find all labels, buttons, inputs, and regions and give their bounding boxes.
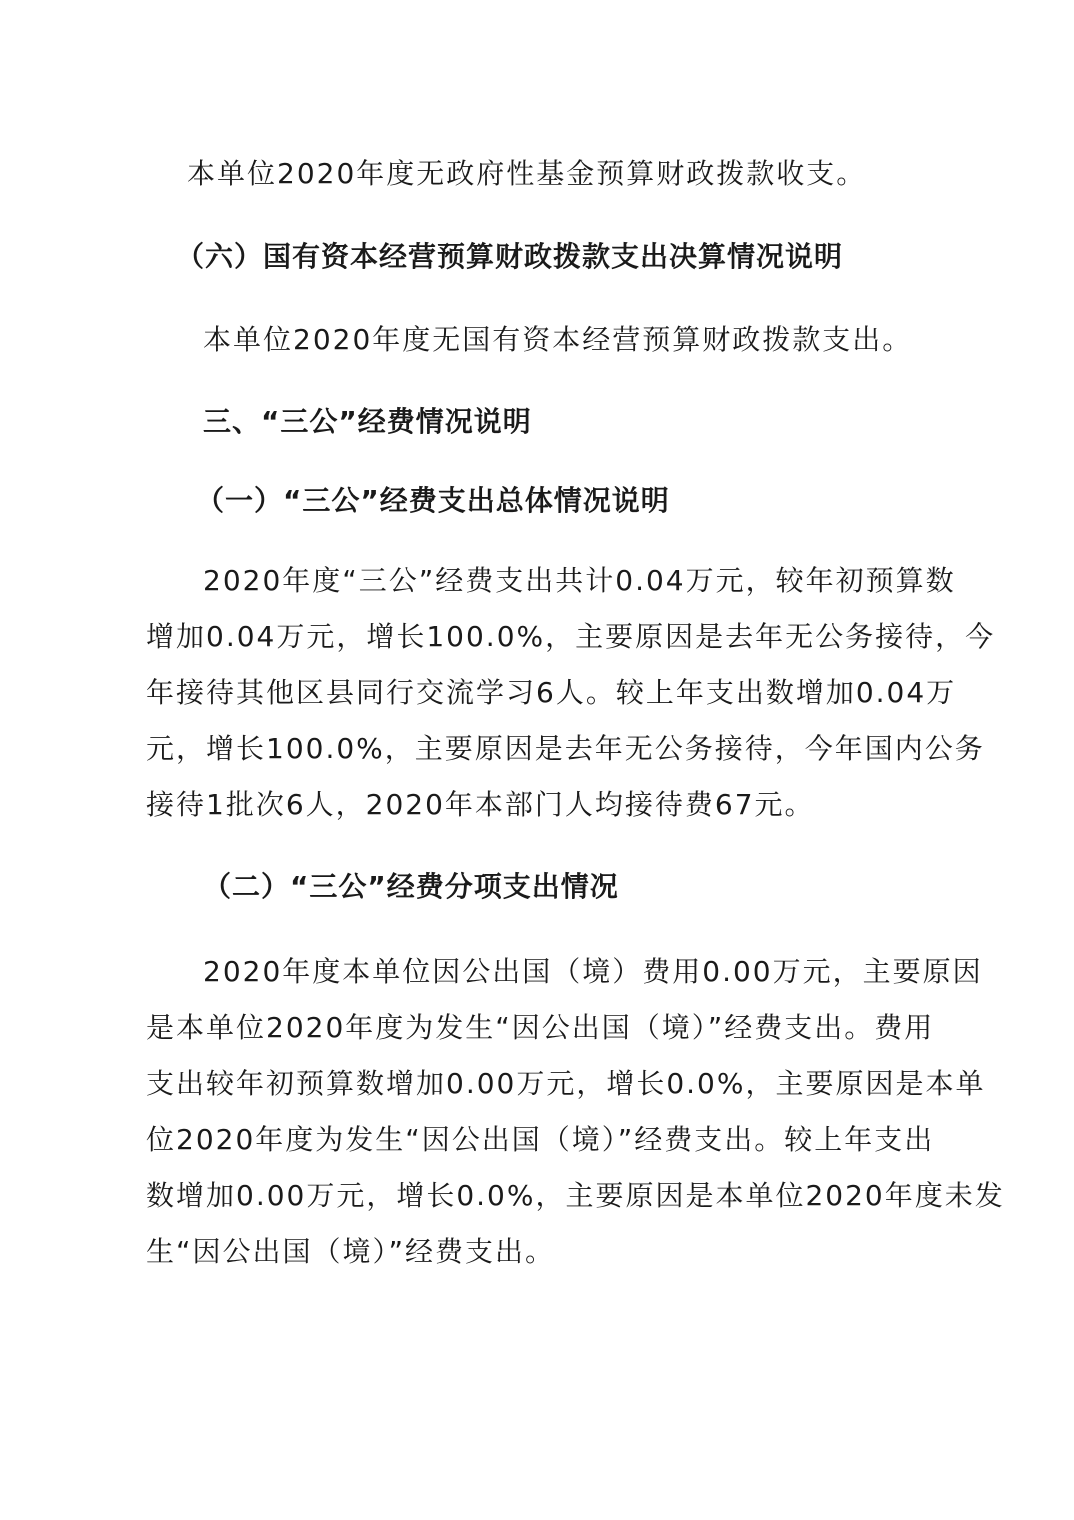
heading-section-six: （六）国有资本经营预算财政拨款支出决算情况说明	[176, 240, 844, 273]
paragraph-line: 生“因公出国（境）”经费支出。	[146, 1235, 556, 1268]
paragraph-line: 数增加0.00万元，增长0.0%，主要原因是本单位2020年度未发	[146, 1179, 1005, 1212]
paragraph-line: 2020年度本单位因公出国（境）费用0.00万元，主要原因	[203, 955, 983, 988]
paragraph-line: 接待1批次6人，2020年本部门人均接待费67元。	[146, 788, 815, 821]
paragraph-line: 位2020年度为发生“因公出国（境）”经费支出。较上年支出	[146, 1123, 935, 1156]
heading-section-three: 三、“三公”经费情况说明	[203, 405, 532, 438]
paragraph-no-state-capital: 本单位2020年度无国有资本经营预算财政拨款支出。	[203, 323, 913, 356]
paragraph-no-government-fund: 本单位2020年度无政府性基金预算财政拨款收支。	[187, 157, 867, 190]
heading-three-one: （一）“三公”经费支出总体情况说明	[196, 484, 670, 517]
paragraph-line: 2020年度“三公”经费支出共计0.04万元，较年初预算数	[203, 564, 956, 597]
paragraph-line: 支出较年初预算数增加0.00万元，增长0.0%，主要原因是本单	[146, 1067, 986, 1100]
heading-three-two: （二）“三公”经费分项支出情况	[203, 870, 619, 903]
paragraph-line: 增加0.04万元，增长100.0%，主要原因是去年无公务接待，今	[146, 620, 996, 653]
paragraph-line: 是本单位2020年度为发生“因公出国（境）”经费支出。费用	[146, 1011, 935, 1044]
paragraph-line: 年接待其他区县同行交流学习6人。较上年支出数增加0.04万	[146, 676, 957, 709]
paragraph-line: 元，增长100.0%，主要原因是去年无公务接待，今年国内公务	[146, 732, 985, 765]
